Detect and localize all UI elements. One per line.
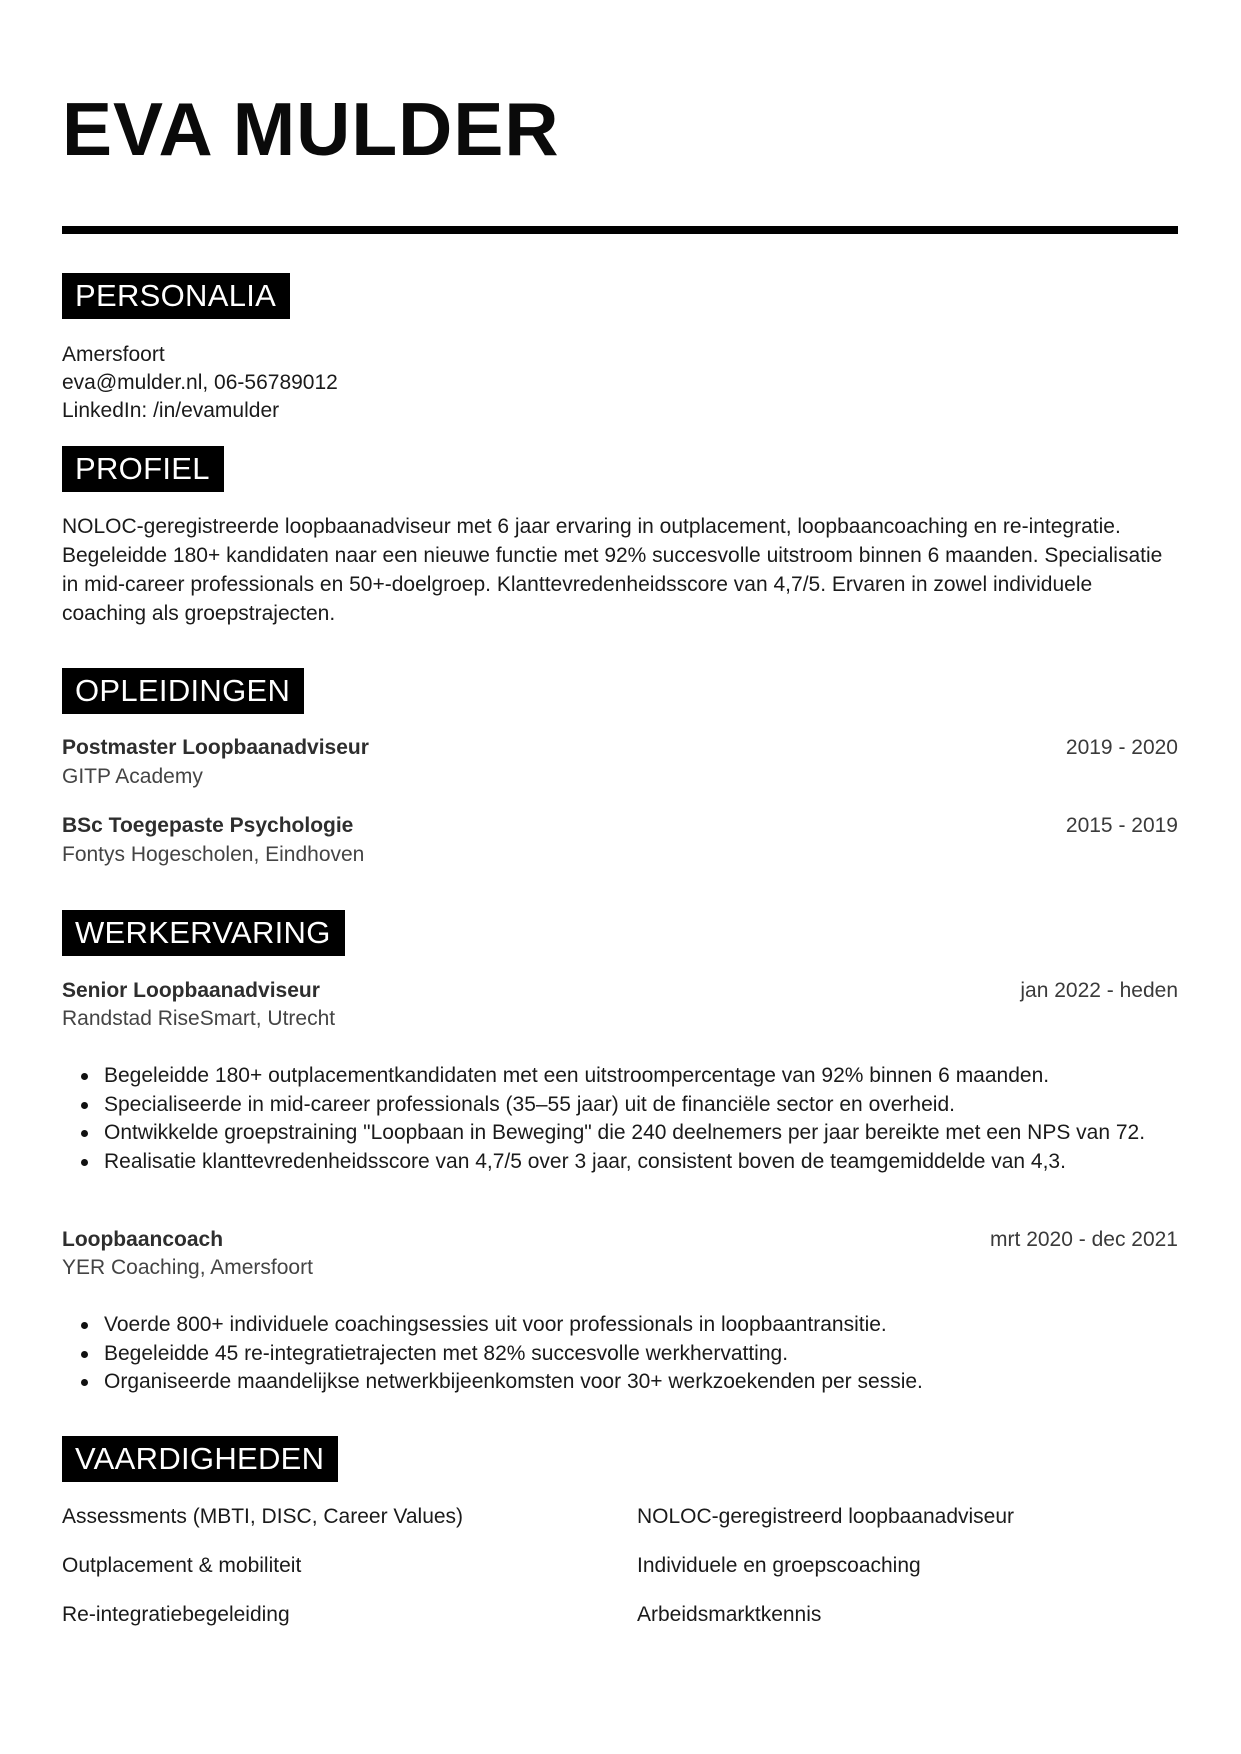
education-entry <box>62 733 1178 762</box>
job-period: jan 2022 - heden <box>1020 979 1178 1002</box>
skill-item: Outplacement & mobiliteit <box>62 1554 302 1577</box>
skill-item: Assessments (MBTI, DISC, Career Values) <box>62 1505 464 1528</box>
list-item: Specialiseerde in mid-career professionals (35–55 jaar) uit de financiële sector en overheid. <box>104 1091 1220 1120</box>
personalia-linkedin: LinkedIn: /in/evamulder <box>62 399 280 422</box>
job-entry <box>62 1225 1178 1254</box>
education-period: 2015 - 2019 <box>1065 814 1178 837</box>
section-title-opleidingen: OPLEIDINGEN <box>62 668 304 714</box>
section-title-profiel: PROFIEL <box>62 446 224 492</box>
skill-item: Re-integratiebegeleiding <box>62 1603 290 1626</box>
personalia-contact: eva@mulder.nl, 06-56789012 <box>62 371 338 394</box>
section-title-personalia: PERSONALIA <box>62 273 290 319</box>
education-period: 2019 - 2020 <box>1065 736 1178 759</box>
job-achievements <box>62 1062 1220 1176</box>
skill-item: NOLOC-geregistreerd loopbaanadviseur <box>637 1505 1015 1528</box>
list-item: Begeleidde 45 re-integratietrajecten met 82% succesvolle werkhervatting. <box>104 1340 1220 1369</box>
job-achievements <box>62 1311 1220 1397</box>
section-title-vaardigheden: VAARDIGHEDEN <box>62 1436 338 1482</box>
job-entry <box>62 976 1178 1005</box>
list-item: Voerde 800+ individuele coachingsessies uit voor professionals in loopbaantransitie. <box>104 1311 1220 1340</box>
education-institution: Fontys Hogescholen, Eindhoven <box>62 843 365 866</box>
job-company: YER Coaching, Amersfoort <box>62 1256 313 1279</box>
job-company: Randstad RiseSmart, Utrecht <box>62 1007 336 1030</box>
education-title: BSc Toegepaste Psychologie <box>62 814 354 837</box>
education-institution: GITP Academy <box>62 765 203 788</box>
job-period: mrt 2020 - dec 2021 <box>990 1228 1178 1251</box>
list-item: Ontwikkelde groepstraining "Loopbaan in Beweging" die 240 deelnemers per jaar bereikte met een NPS van 72. <box>104 1119 1220 1148</box>
section-title-werkervaring: WERKERVARING <box>62 910 345 956</box>
skill-item: Individuele en groepscoaching <box>637 1554 921 1577</box>
skill-item: Arbeidsmarktkennis <box>637 1603 822 1626</box>
job-title: Loopbaancoach <box>62 1228 224 1251</box>
profile-summary: NOLOC-geregistreerde loopbaanadviseur met 6 jaar ervaring in outplacement, loopbaancoaching en re-integratie. Begeleidde 180+ kandidaten naar een nieuwe functie met 92% succesvolle uitstroom binnen 6 maanden. Specialisatie in mid-career professionals en 50+-doelgroep. Klanttevredenheidsscore van 4,7/5. Ervaren in zowel individuele coaching als groepstrajecten. <box>62 515 1163 625</box>
candidate-name: EVA MULDER <box>62 87 560 171</box>
list-item: Realisatie klanttevredenheidsscore van 4,7/5 over 3 jaar, consistent boven de teamgemiddelde van 4,3. <box>104 1148 1220 1177</box>
education-entry <box>62 811 1178 840</box>
job-title: Senior Loopbaanadviseur <box>62 979 320 1002</box>
education-title: Postmaster Loopbaanadviseur <box>62 736 369 759</box>
header-divider <box>62 226 1178 234</box>
list-item: Begeleidde 180+ outplacementkandidaten met een uitstroompercentage van 92% binnen 6 maanden. <box>104 1062 1220 1091</box>
personalia-city: Amersfoort <box>62 343 165 366</box>
list-item: Organiseerde maandelijkse netwerkbijeenkomsten voor 30+ werkzoekenden per sessie. <box>104 1368 1220 1397</box>
